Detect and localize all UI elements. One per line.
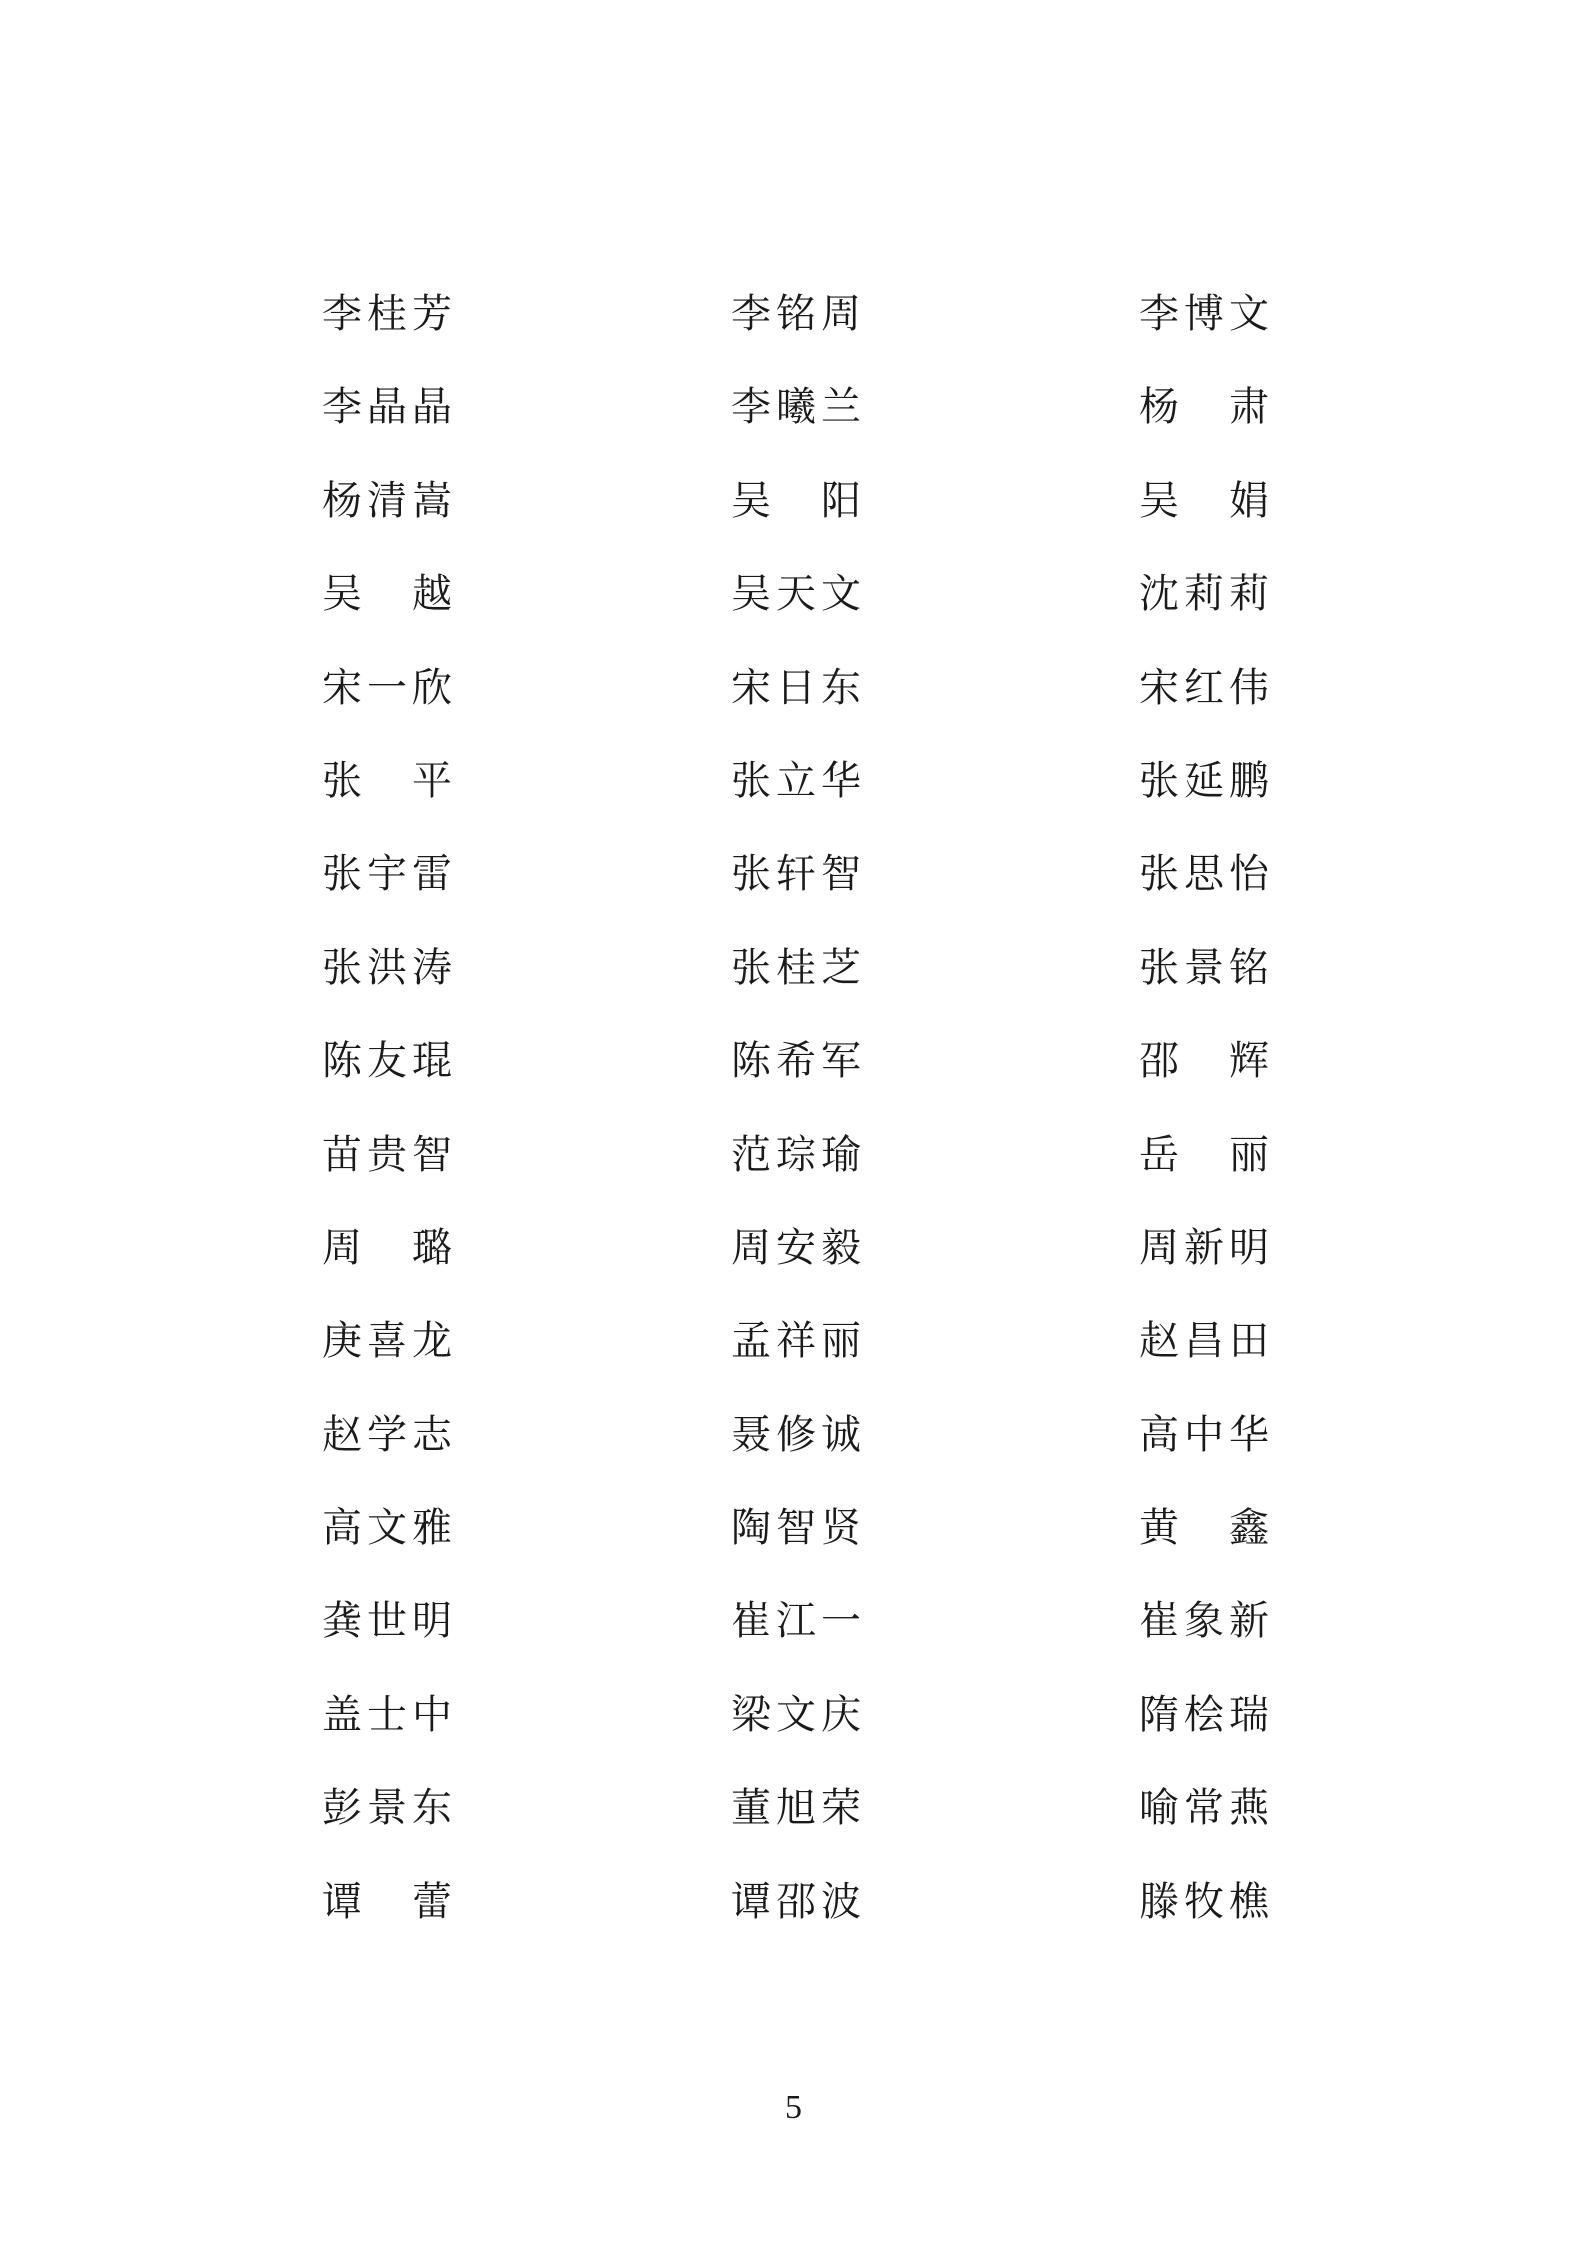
person-name: 庚 喜 龙 — [322, 1318, 452, 1365]
person-name: 龚 世 明 — [322, 1598, 452, 1645]
person-name: 张 立 华 — [731, 757, 861, 804]
name-row — [0, 284, 1587, 377]
person-name: 张 思 怡 — [1139, 851, 1269, 898]
person-name: 陈 希 军 — [731, 1038, 861, 1085]
person-name: 张 轩 智 — [731, 851, 861, 898]
person-name: 吴 阳 — [731, 477, 861, 524]
person-name: 聂 修 诚 — [731, 1411, 861, 1458]
name-row — [0, 1125, 1587, 1218]
person-name: 隋 桧 瑞 — [1139, 1691, 1269, 1738]
page-number: 5 — [785, 2089, 802, 2126]
person-name: 周 新 明 — [1139, 1224, 1269, 1271]
person-name: 范 琮 瑜 — [731, 1131, 861, 1178]
person-name: 李 铭 周 — [731, 291, 861, 337]
person-name: 滕 牧 樵 — [1139, 1878, 1269, 1925]
person-name: 李 桂 芳 — [322, 291, 452, 337]
person-name: 赵 昌 田 — [1139, 1318, 1269, 1365]
person-name: 苗 贵 智 — [322, 1131, 452, 1178]
person-name: 李 晶 晶 — [322, 384, 452, 431]
person-name: 岳 丽 — [1139, 1131, 1269, 1178]
person-name: 吴 越 — [322, 571, 452, 618]
person-name: 梁 文 庆 — [731, 1691, 861, 1738]
person-name: 黄 鑫 — [1139, 1505, 1269, 1552]
name-row — [0, 1311, 1587, 1404]
name-list — [0, 284, 1587, 1965]
name-row — [0, 1405, 1587, 1498]
person-name: 周 安 毅 — [731, 1224, 861, 1271]
person-name: 陶 智 贤 — [731, 1505, 861, 1552]
name-row — [0, 658, 1587, 751]
person-name: 崔 江 一 — [731, 1598, 861, 1645]
person-name: 高 文 雅 — [322, 1505, 452, 1552]
person-name: 杨 肃 — [1139, 384, 1269, 431]
person-name: 宋 一 欣 — [322, 664, 452, 711]
name-row — [0, 1778, 1587, 1871]
person-name: 董 旭 荣 — [731, 1785, 861, 1832]
person-name: 张 宇 雷 — [322, 851, 452, 898]
person-name: 宋 日 东 — [731, 664, 861, 711]
person-name: 崔 象 新 — [1139, 1598, 1269, 1645]
person-name: 沈 莉 莉 — [1139, 571, 1269, 618]
person-name: 杨 清 嵩 — [322, 477, 452, 524]
name-row — [0, 844, 1587, 937]
name-row — [0, 564, 1587, 657]
name-row — [0, 1685, 1587, 1778]
person-name: 赵 学 志 — [322, 1411, 452, 1458]
person-name: 张 延 鹏 — [1139, 757, 1269, 804]
name-row — [0, 471, 1587, 564]
name-row — [0, 751, 1587, 844]
person-name: 李 博 文 — [1139, 291, 1269, 337]
person-name: 周 璐 — [322, 1224, 452, 1271]
person-name: 陈 友 琨 — [322, 1038, 452, 1085]
name-row — [0, 1031, 1587, 1124]
person-name: 李 曦 兰 — [731, 384, 861, 431]
person-name: 吴 天 文 — [731, 571, 861, 618]
person-name: 孟 祥 丽 — [731, 1318, 861, 1365]
person-name: 谭 蕾 — [322, 1878, 452, 1925]
name-row — [0, 377, 1587, 470]
name-row — [0, 938, 1587, 1031]
person-name: 张 洪 涛 — [322, 944, 452, 991]
person-name: 彭 景 东 — [322, 1785, 452, 1832]
name-row — [0, 1498, 1587, 1591]
person-name: 盖 士 中 — [322, 1691, 452, 1738]
name-row — [0, 1591, 1587, 1684]
person-name: 高 中 华 — [1139, 1411, 1269, 1458]
person-name: 张 平 — [322, 757, 452, 804]
name-row — [0, 1872, 1587, 1965]
name-row — [0, 1218, 1587, 1311]
person-name: 张 景 铭 — [1139, 944, 1269, 991]
person-name: 宋 红 伟 — [1139, 664, 1269, 711]
person-name: 谭 邵 波 — [731, 1878, 861, 1925]
person-name: 邵 辉 — [1139, 1038, 1269, 1085]
person-name: 张 桂 芝 — [731, 944, 861, 991]
person-name: 吴 娟 — [1139, 477, 1269, 524]
person-name: 喻 常 燕 — [1139, 1785, 1269, 1832]
